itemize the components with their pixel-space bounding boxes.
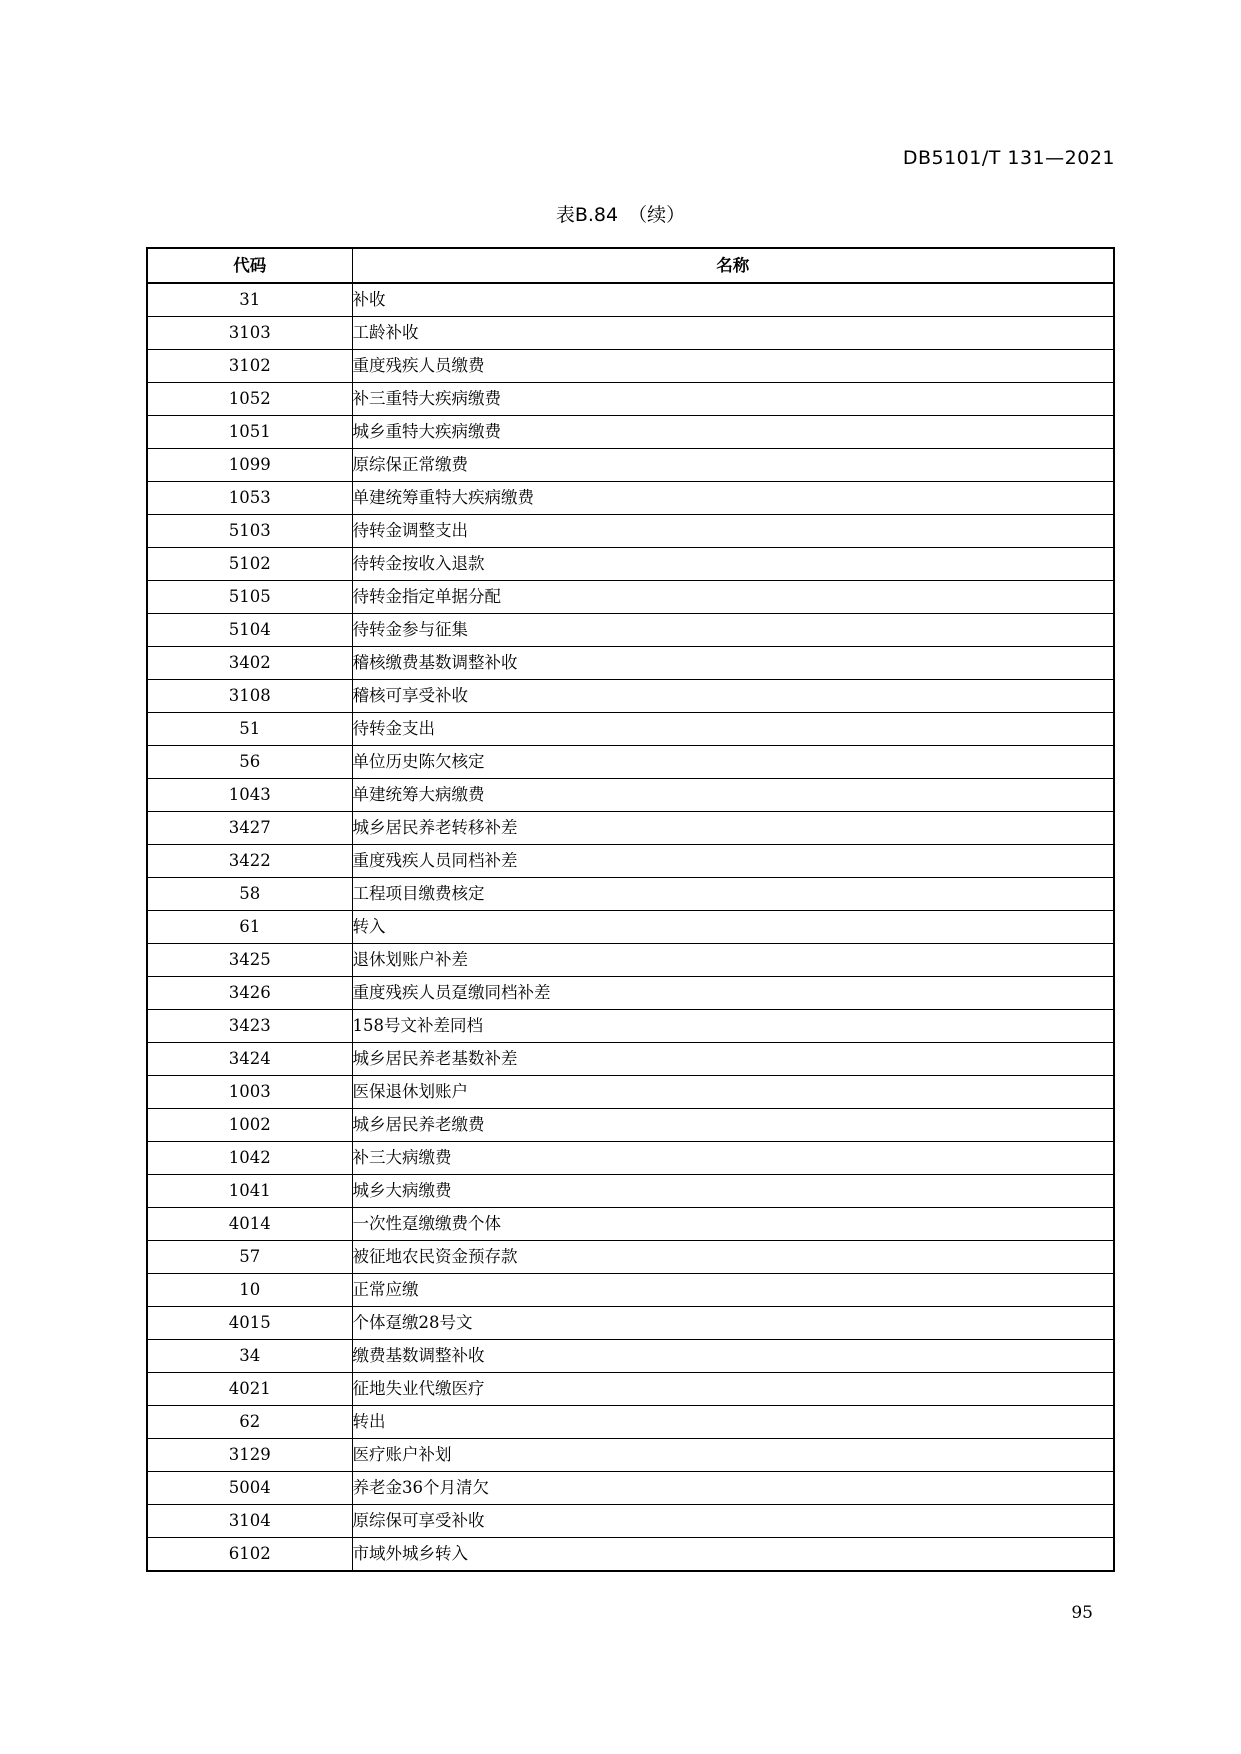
table-body	[147, 283, 1114, 1571]
code-cell: 3425	[147, 944, 352, 977]
name-cell: 转出	[352, 1406, 1114, 1439]
name-cell: 医保退休划账户	[352, 1076, 1114, 1109]
code-cell: 1042	[147, 1142, 352, 1175]
table-row	[147, 680, 1114, 713]
name-cell: 待转金指定单据分配	[352, 581, 1114, 614]
table-row	[147, 944, 1114, 977]
code-cell: 51	[147, 713, 352, 746]
table-row	[147, 416, 1114, 449]
name-cell: 被征地农民资金预存款	[352, 1241, 1114, 1274]
name-cell: 158号文补差同档	[352, 1010, 1114, 1043]
table-row	[147, 977, 1114, 1010]
code-cell: 34	[147, 1340, 352, 1373]
table-row	[147, 283, 1114, 317]
code-cell: 1099	[147, 449, 352, 482]
code-cell: 3102	[147, 350, 352, 383]
table-row	[147, 1010, 1114, 1043]
code-cell: 1051	[147, 416, 352, 449]
name-cell: 工龄补收	[352, 317, 1114, 350]
name-cell: 城乡居民养老基数补差	[352, 1043, 1114, 1076]
name-cell: 工程项目缴费核定	[352, 878, 1114, 911]
table-row	[147, 845, 1114, 878]
name-cell: 待转金调整支出	[352, 515, 1114, 548]
table-row	[147, 1208, 1114, 1241]
name-cell: 稽核可享受补收	[352, 680, 1114, 713]
table-row	[147, 1505, 1114, 1538]
name-cell: 原综保正常缴费	[352, 449, 1114, 482]
code-cell: 3108	[147, 680, 352, 713]
name-cell: 单位历史陈欠核定	[352, 746, 1114, 779]
name-cell: 单建统筹重特大疾病缴费	[352, 482, 1114, 515]
table-row	[147, 317, 1114, 350]
code-cell: 4014	[147, 1208, 352, 1241]
table-row	[147, 1175, 1114, 1208]
name-cell: 重度残疾人员同档补差	[352, 845, 1114, 878]
name-cell: 重度残疾人员缴费	[352, 350, 1114, 383]
code-cell: 5004	[147, 1472, 352, 1505]
table-row	[147, 1142, 1114, 1175]
code-cell: 10	[147, 1274, 352, 1307]
code-cell: 58	[147, 878, 352, 911]
code-cell: 1002	[147, 1109, 352, 1142]
table-title-continued: （续）	[628, 204, 686, 226]
table-row	[147, 515, 1114, 548]
code-cell: 4015	[147, 1307, 352, 1340]
name-cell: 征地失业代缴医疗	[352, 1373, 1114, 1406]
name-cell: 重度残疾人员趸缴同档补差	[352, 977, 1114, 1010]
table-row	[147, 482, 1114, 515]
name-cell: 待转金支出	[352, 713, 1114, 746]
table-row	[147, 779, 1114, 812]
code-cell: 5102	[147, 548, 352, 581]
table-row	[147, 1043, 1114, 1076]
table-header-row	[147, 248, 1114, 283]
table-row	[147, 350, 1114, 383]
name-cell: 稽核缴费基数调整补收	[352, 647, 1114, 680]
code-cell: 6102	[147, 1538, 352, 1572]
table-row	[147, 713, 1114, 746]
table-row	[147, 1406, 1114, 1439]
table-row	[147, 581, 1114, 614]
table-row	[147, 878, 1114, 911]
name-cell: 养老金36个月清欠	[352, 1472, 1114, 1505]
name-cell: 补三大病缴费	[352, 1142, 1114, 1175]
code-table	[146, 247, 1115, 1572]
code-cell: 56	[147, 746, 352, 779]
table-row	[147, 1439, 1114, 1472]
code-cell: 3427	[147, 812, 352, 845]
code-cell: 5103	[147, 515, 352, 548]
code-cell: 1052	[147, 383, 352, 416]
table-row	[147, 812, 1114, 845]
table-row	[147, 1274, 1114, 1307]
name-cell: 市域外城乡转入	[352, 1538, 1114, 1572]
code-cell: 61	[147, 911, 352, 944]
code-cell: 5105	[147, 581, 352, 614]
name-cell: 城乡大病缴费	[352, 1175, 1114, 1208]
table-row	[147, 449, 1114, 482]
table-title	[0, 200, 1241, 227]
table-row	[147, 647, 1114, 680]
table-row	[147, 1076, 1114, 1109]
name-cell: 待转金按收入退款	[352, 548, 1114, 581]
table-title-label: 表B.84	[555, 204, 619, 226]
name-cell: 补收	[352, 283, 1114, 317]
name-cell: 一次性趸缴缴费个体	[352, 1208, 1114, 1241]
name-cell: 正常应缴	[352, 1274, 1114, 1307]
table-row	[147, 1241, 1114, 1274]
name-cell: 城乡重特大疾病缴费	[352, 416, 1114, 449]
code-cell: 62	[147, 1406, 352, 1439]
table-row	[147, 1538, 1114, 1572]
name-cell: 医疗账户补划	[352, 1439, 1114, 1472]
table-row	[147, 1340, 1114, 1373]
code-cell: 1053	[147, 482, 352, 515]
code-cell: 57	[147, 1241, 352, 1274]
name-cell: 原综保可享受补收	[352, 1505, 1114, 1538]
code-cell: 3402	[147, 647, 352, 680]
name-cell: 城乡居民养老缴费	[352, 1109, 1114, 1142]
name-cell: 补三重特大疾病缴费	[352, 383, 1114, 416]
page-number: 95	[1071, 1603, 1093, 1623]
name-cell: 城乡居民养老转移补差	[352, 812, 1114, 845]
table-row	[147, 383, 1114, 416]
table-row	[147, 746, 1114, 779]
column-header-code: 代码	[147, 248, 352, 283]
document-id: DB5101/T 131—2021	[902, 147, 1115, 169]
table-row	[147, 614, 1114, 647]
code-cell: 5104	[147, 614, 352, 647]
code-cell: 3103	[147, 317, 352, 350]
name-cell: 单建统筹大病缴费	[352, 779, 1114, 812]
code-cell: 1003	[147, 1076, 352, 1109]
name-cell: 退休划账户补差	[352, 944, 1114, 977]
table-row	[147, 548, 1114, 581]
code-cell: 4021	[147, 1373, 352, 1406]
code-cell: 3426	[147, 977, 352, 1010]
table-row	[147, 1373, 1114, 1406]
table-row	[147, 1472, 1114, 1505]
name-cell: 个体趸缴28号文	[352, 1307, 1114, 1340]
table-row	[147, 1307, 1114, 1340]
code-cell: 1041	[147, 1175, 352, 1208]
table-row	[147, 1109, 1114, 1142]
code-cell: 3424	[147, 1043, 352, 1076]
code-cell: 31	[147, 283, 352, 317]
column-header-name: 名称	[352, 248, 1114, 283]
code-cell: 3129	[147, 1439, 352, 1472]
code-cell: 3104	[147, 1505, 352, 1538]
table-row	[147, 911, 1114, 944]
code-cell: 3423	[147, 1010, 352, 1043]
name-cell: 转入	[352, 911, 1114, 944]
code-cell: 1043	[147, 779, 352, 812]
name-cell: 待转金参与征集	[352, 614, 1114, 647]
code-cell: 3422	[147, 845, 352, 878]
name-cell: 缴费基数调整补收	[352, 1340, 1114, 1373]
